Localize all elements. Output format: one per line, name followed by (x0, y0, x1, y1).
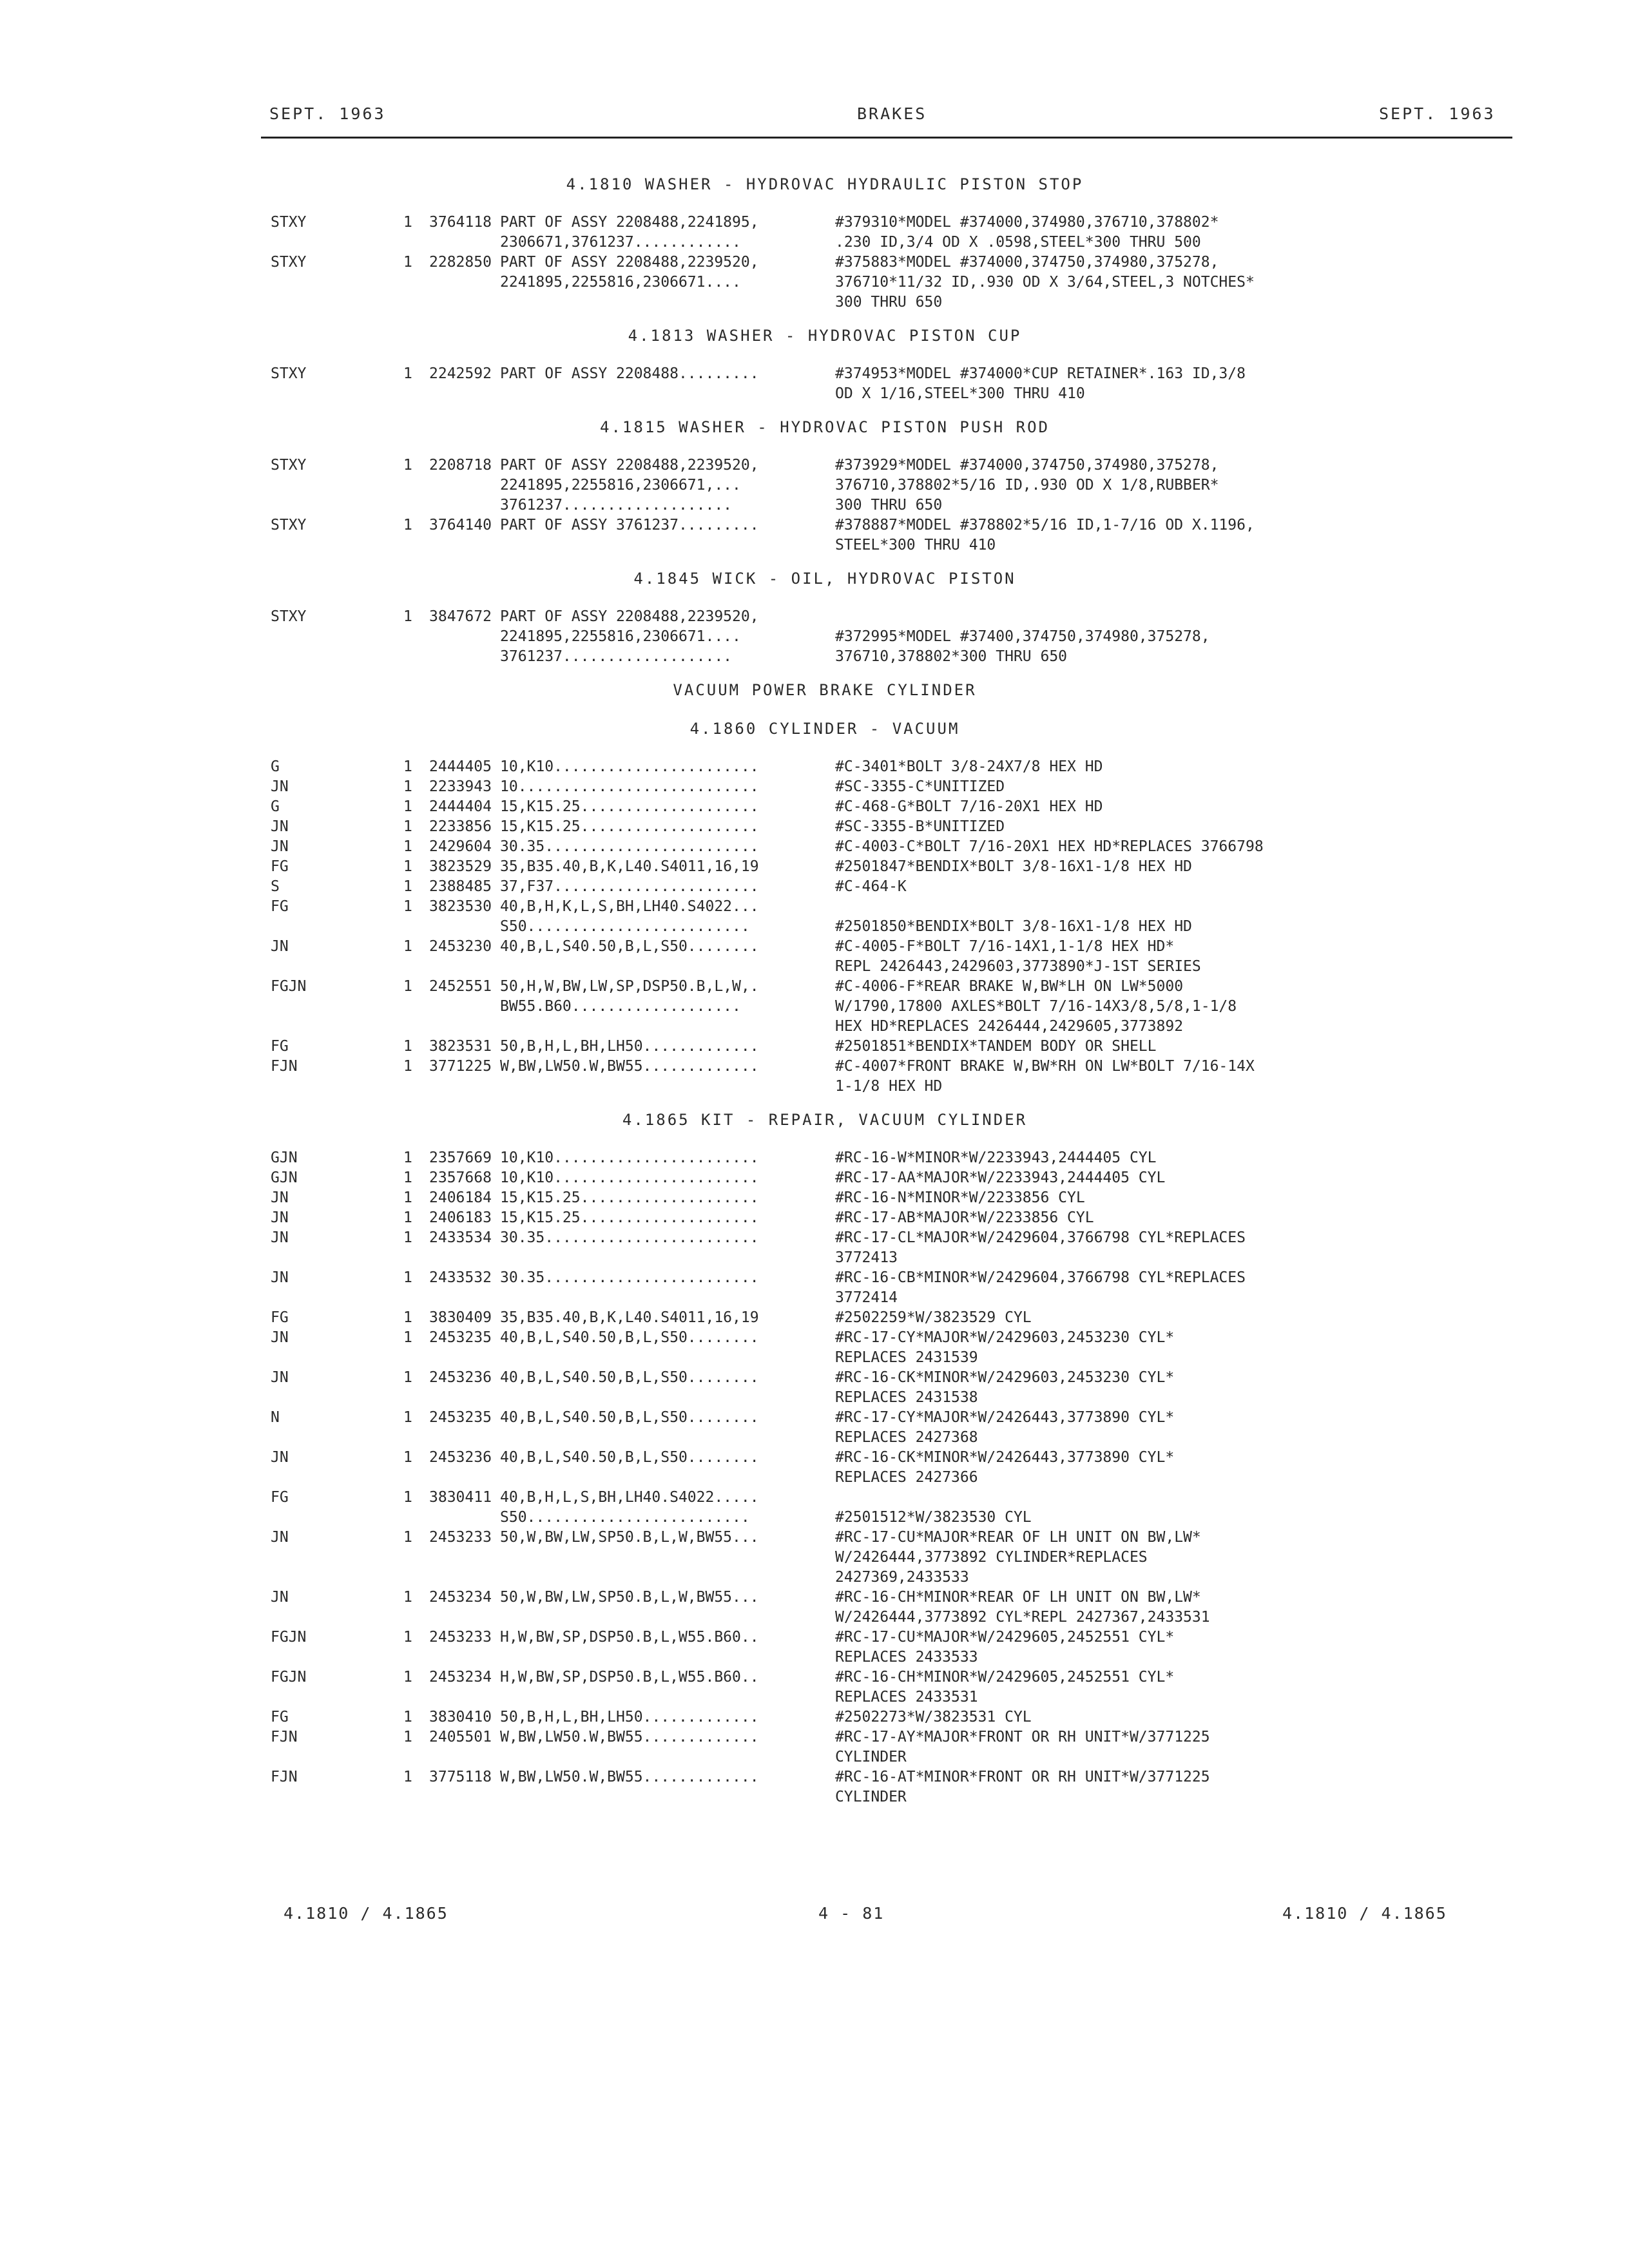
part-row (271, 364, 1379, 404)
quantity: 1 (403, 1229, 412, 1246)
part-number: 2233943 (429, 778, 492, 795)
section-title: 4.1813 WASHER - HYDROVAC PISTON CUP (628, 327, 1022, 345)
part-row (271, 797, 1379, 817)
part-number: 2453235 (429, 1409, 492, 1426)
part-row (271, 837, 1379, 857)
part-row (271, 1408, 1379, 1448)
application: 40,B,L,S40.50,B,L,S50........ (500, 938, 759, 955)
quantity: 1 (403, 254, 412, 271)
part-number: 2406183 (429, 1209, 492, 1226)
description: #374953*MODEL #374000*CUP RETAINER*.163 ID,3/8 OD X 1/16,STEEL*300 THRU 410 (835, 365, 1246, 402)
part-number: 3847672 (429, 608, 492, 625)
model-code: FJN (271, 1729, 298, 1745)
description: #379310*MODEL #374000,374980,376710,378802* .230 ID,3/4 OD X .0598,STEEL*300 THRU 500 (835, 214, 1219, 251)
model-code: S (271, 878, 280, 895)
model-code: JN (271, 1449, 289, 1466)
part-number: 2233856 (429, 818, 492, 835)
part-number: 2453236 (429, 1449, 492, 1466)
part-row (271, 777, 1379, 797)
quantity: 1 (403, 818, 412, 835)
header-rule (261, 137, 1512, 139)
description: #RC-16-CH*MINOR*W/2429605,2452551 CYL* REPLACES 2433531 (835, 1669, 1175, 1706)
part-number: 3771225 (429, 1058, 492, 1075)
part-number: 3775118 (429, 1769, 492, 1785)
application: H,W,BW,SP,DSP50.B,L,W55.B60.. (500, 1669, 759, 1686)
application: 40,B,L,S40.50,B,L,S50........ (500, 1369, 759, 1386)
description: #2501851*BENDIX*TANDEM BODY OR SHELL (835, 1038, 1157, 1055)
model-code: JN (271, 818, 289, 835)
part-row (271, 1448, 1379, 1488)
part-number: 2433532 (429, 1269, 492, 1286)
part-row (271, 1328, 1379, 1368)
application: W,BW,LW50.W,BW55............. (500, 1729, 759, 1745)
description: #RC-16-N*MINOR*W/2233856 CYL (835, 1189, 1085, 1206)
part-row (271, 1628, 1379, 1667)
application: 50,W,BW,LW,SP50.B,L,W,BW55... (500, 1589, 759, 1606)
model-code: JN (271, 1329, 289, 1346)
part-number: 2405501 (429, 1729, 492, 1745)
description: #2501512*W/3823530 CYL (835, 1509, 1032, 1526)
part-row (271, 1488, 1379, 1528)
part-number: 2242592 (429, 365, 492, 382)
quantity: 1 (403, 1629, 412, 1646)
part-row (271, 1667, 1379, 1707)
part-row (271, 1188, 1379, 1208)
section-title: 4.1865 KIT - REPAIR, VACUUM CYLINDER (622, 1111, 1028, 1129)
part-number: 3830410 (429, 1709, 492, 1725)
part-row (271, 515, 1379, 555)
model-code: JN (271, 1589, 289, 1606)
quantity: 1 (403, 1729, 412, 1745)
header-right-date: SEPT. 1963 (1379, 104, 1496, 123)
quantity: 1 (403, 878, 412, 895)
application: W,BW,LW50.W,BW55............. (500, 1058, 759, 1075)
part-number: 2388485 (429, 878, 492, 895)
model-code: G (271, 758, 280, 775)
footer-right-range: 4.1810 / 4.1865 (1282, 1904, 1447, 1923)
part-row (271, 1208, 1379, 1228)
model-code: JN (271, 838, 289, 855)
description: #2501847*BENDIX*BOLT 3/8-16X1-1/8 HEX HD (835, 858, 1192, 875)
quantity: 1 (403, 858, 412, 875)
application: 37,F37....................... (500, 878, 759, 895)
application: 10,K10....................... (500, 758, 759, 775)
quantity: 1 (403, 898, 412, 915)
quantity: 1 (403, 1529, 412, 1546)
application: 10,K10....................... (500, 1169, 759, 1186)
part-row (271, 1228, 1379, 1268)
part-row (271, 1148, 1379, 1168)
model-code: FG (271, 1309, 289, 1326)
quantity: 1 (403, 1769, 412, 1785)
application: 15,K15.25.................... (500, 818, 759, 835)
description: #RC-16-CK*MINOR*W/2429603,2453230 CYL* REPLACES 2431538 (835, 1369, 1175, 1406)
description: #2501850*BENDIX*BOLT 3/8-16X1-1/8 HEX HD (835, 918, 1192, 935)
part-number: 2208718 (429, 457, 492, 474)
description: #RC-17-AY*MAJOR*FRONT OR RH UNIT*W/3771225 CYLINDER (835, 1729, 1210, 1765)
description: #373929*MODEL #374000,374750,374980,375278, 376710,378802*5/16 ID,.930 OD X 1/8,RUBBER* 300 THRU 650 (835, 457, 1219, 514)
description: #C-4005-F*BOLT 7/16-14X1,1-1/8 HEX HD* REPL 2426443,2429603,3773890*J-1ST SERIES (835, 938, 1201, 975)
quantity: 1 (403, 1489, 412, 1506)
description: #SC-3355-C*UNITIZED (835, 778, 1005, 795)
footer-left-range: 4.1810 / 4.1865 (284, 1904, 448, 1923)
part-row (271, 607, 1379, 667)
part-number: 2357668 (429, 1169, 492, 1186)
quantity: 1 (403, 1329, 412, 1346)
application: 15,K15.25.................... (500, 1189, 759, 1206)
description: #375883*MODEL #374000,374750,374980,375278, 376710*11/32 ID,.930 OD X 3/64,STEEL,3 NOTCHES* 300 THRU 650 (835, 254, 1255, 311)
description: #RC-17-AA*MAJOR*W/2233943,2444405 CYL (835, 1169, 1166, 1186)
part-number: 2453235 (429, 1329, 492, 1346)
application: 15,K15.25.................... (500, 798, 759, 815)
part-row (271, 897, 1379, 937)
model-code: FGJN (271, 978, 307, 995)
application: 40,B,L,S40.50,B,L,S50........ (500, 1409, 759, 1426)
part-row (271, 1727, 1379, 1767)
description: #2502273*W/3823531 CYL (835, 1709, 1032, 1725)
footer-page-number: 4 - 81 (818, 1904, 885, 1923)
part-number: 2452551 (429, 978, 492, 995)
part-number: 3823530 (429, 898, 492, 915)
part-number: 2357669 (429, 1149, 492, 1166)
application: 40,B,L,S40.50,B,L,S50........ (500, 1449, 759, 1466)
part-row (271, 1588, 1379, 1628)
part-number: 3823529 (429, 858, 492, 875)
application: 35,B35.40,B,K,L40.S4011,16,19 (500, 1309, 759, 1326)
application: PART OF ASSY 2208488,2239520, 2241895,2255816,2306671.... (500, 254, 759, 291)
parts-content (271, 161, 1379, 1807)
model-code: FGJN (271, 1629, 307, 1646)
part-row (271, 456, 1379, 515)
part-number: 2429604 (429, 838, 492, 855)
description: #SC-3355-B*UNITIZED (835, 818, 1005, 835)
quantity: 1 (403, 1038, 412, 1055)
part-number: 2444405 (429, 758, 492, 775)
application: 35,B35.40,B,K,L40.S4011,16,19 (500, 858, 759, 875)
part-number: 3823531 (429, 1038, 492, 1055)
quantity: 1 (403, 1369, 412, 1386)
description: #2502259*W/3823529 CYL (835, 1309, 1032, 1326)
part-row (271, 253, 1379, 312)
description: #RC-16-CH*MINOR*REAR OF LH UNIT ON BW,LW* W/2426444,3773892 CYL*REPL 2427367,2433531 (835, 1589, 1210, 1626)
part-row (271, 817, 1379, 837)
model-code: JN (271, 1189, 289, 1206)
model-code: JN (271, 1269, 289, 1286)
model-code: STXY (271, 608, 307, 625)
application: 40,B,L,S40.50,B,L,S50........ (500, 1329, 759, 1346)
application: 30.35........................ (500, 1229, 759, 1246)
model-code: G (271, 798, 280, 815)
model-code: STXY (271, 517, 307, 533)
part-row (271, 1767, 1379, 1807)
part-number: 2453233 (429, 1529, 492, 1546)
quantity: 1 (403, 1149, 412, 1166)
part-row (271, 213, 1379, 253)
quantity: 1 (403, 1209, 412, 1226)
quantity: 1 (403, 1669, 412, 1686)
section-title: 4.1845 WICK - OIL, HYDROVAC PISTON (633, 570, 1016, 588)
part-row (271, 1707, 1379, 1727)
application: 30.35........................ (500, 1269, 759, 1286)
application: H,W,BW,SP,DSP50.B,L,W55.B60.. (500, 1629, 759, 1646)
part-number: 3830409 (429, 1309, 492, 1326)
description: #C-4003-C*BOLT 7/16-20X1 HEX HD*REPLACES 3766798 (835, 838, 1264, 855)
quantity: 1 (403, 838, 412, 855)
section-title: VACUUM POWER BRAKE CYLINDER (673, 681, 977, 699)
quantity: 1 (403, 938, 412, 955)
model-code: FG (271, 898, 289, 915)
model-code: N (271, 1409, 280, 1426)
description: #372995*MODEL #37400,374750,374980,375278, 376710,378802*300 THRU 650 (835, 628, 1210, 665)
model-code: JN (271, 1209, 289, 1226)
part-row (271, 1268, 1379, 1308)
description: #RC-16-CB*MINOR*W/2429604,3766798 CYL*REPLACES 3772414 (835, 1269, 1246, 1306)
part-number: 2444404 (429, 798, 492, 815)
quantity: 1 (403, 365, 412, 382)
model-code: GJN (271, 1169, 298, 1186)
application: 50,B,H,L,BH,LH50............. (500, 1038, 759, 1055)
quantity: 1 (403, 1309, 412, 1326)
model-code: FG (271, 858, 289, 875)
description: #RC-17-CY*MAJOR*W/2426443,3773890 CYL* REPLACES 2427368 (835, 1409, 1175, 1446)
description: #378887*MODEL #378802*5/16 ID,1-7/16 OD X.1196, STEEL*300 THRU 410 (835, 517, 1255, 553)
description: #RC-17-AB*MAJOR*W/2233856 CYL (835, 1209, 1094, 1226)
header-title: BRAKES (857, 104, 927, 123)
quantity: 1 (403, 978, 412, 995)
application: PART OF ASSY 3761237......... (500, 517, 759, 533)
description: #C-4007*FRONT BRAKE W,BW*RH ON LW*BOLT 7/16-14X 1-1/8 HEX HD (835, 1058, 1255, 1095)
description: #RC-17-CY*MAJOR*W/2429603,2453230 CYL* REPLACES 2431539 (835, 1329, 1175, 1366)
model-code: GJN (271, 1149, 298, 1166)
model-code: FG (271, 1038, 289, 1055)
model-code: JN (271, 1229, 289, 1246)
quantity: 1 (403, 1709, 412, 1725)
model-code: FGJN (271, 1669, 307, 1686)
part-row (271, 857, 1379, 877)
header-left-date: SEPT. 1963 (269, 104, 386, 123)
quantity: 1 (403, 1189, 412, 1206)
quantity: 1 (403, 1589, 412, 1606)
part-row (271, 977, 1379, 1037)
application: PART OF ASSY 2208488,2241895, 2306671,3761237............ (500, 214, 759, 251)
part-number: 2453233 (429, 1629, 492, 1646)
application: 10,K10....................... (500, 1149, 759, 1166)
application: 15,K15.25.................... (500, 1209, 759, 1226)
quantity: 1 (403, 457, 412, 474)
quantity: 1 (403, 778, 412, 795)
quantity: 1 (403, 1269, 412, 1286)
quantity: 1 (403, 758, 412, 775)
part-row (271, 1368, 1379, 1408)
application: PART OF ASSY 2208488,2239520, 2241895,2255816,2306671,... 3761237................... (500, 457, 759, 514)
description: #C-468-G*BOLT 7/16-20X1 HEX HD (835, 798, 1103, 815)
model-code: STXY (271, 365, 307, 382)
model-code: FJN (271, 1058, 298, 1075)
quantity: 1 (403, 214, 412, 231)
application: 30.35........................ (500, 838, 759, 855)
part-row (271, 1057, 1379, 1097)
part-number: 2282850 (429, 254, 492, 271)
part-number: 2453234 (429, 1589, 492, 1606)
description: #RC-16-AT*MINOR*FRONT OR RH UNIT*W/3771225 CYLINDER (835, 1769, 1210, 1805)
part-number: 3764140 (429, 517, 492, 533)
part-row (271, 937, 1379, 977)
description: #C-3401*BOLT 3/8-24X7/8 HEX HD (835, 758, 1103, 775)
description: #C-464-K (835, 878, 907, 895)
model-code: STXY (271, 457, 307, 474)
quantity: 1 (403, 798, 412, 815)
quantity: 1 (403, 1449, 412, 1466)
description: #RC-16-CK*MINOR*W/2426443,3773890 CYL* REPLACES 2427366 (835, 1449, 1175, 1486)
model-code: FG (271, 1709, 289, 1725)
part-number: 2453234 (429, 1669, 492, 1686)
quantity: 1 (403, 517, 412, 533)
application: 10........................... (500, 778, 759, 795)
description: #RC-17-CL*MAJOR*W/2429604,3766798 CYL*REPLACES 3772413 (835, 1229, 1246, 1266)
model-code: STXY (271, 254, 307, 271)
application: 40,B,H,L,S,BH,LH40.S4022..... S50......................... (500, 1489, 759, 1526)
part-number: 3764118 (429, 214, 492, 231)
quantity: 1 (403, 608, 412, 625)
application: 50,W,BW,LW,SP50.B,L,W,BW55... (500, 1529, 759, 1546)
part-number: 2406184 (429, 1189, 492, 1206)
section-title: 4.1860 CYLINDER - VACUUM (689, 720, 960, 738)
part-row (271, 1528, 1379, 1588)
description: #C-4006-F*REAR BRAKE W,BW*LH ON LW*5000 W/1790,17800 AXLES*BOLT 7/16-14X3/8,5/8,1-1/8 HEX HD*REPLACES 2426444,2429605,3773892 (835, 978, 1237, 1035)
part-row (271, 1308, 1379, 1328)
application: 50,H,W,BW,LW,SP,DSP50.B,L,W,. BW55.B60................... (500, 978, 759, 1015)
application: 50,B,H,L,BH,LH50............. (500, 1709, 759, 1725)
model-code: FG (271, 1489, 289, 1506)
part-row (271, 757, 1379, 777)
part-row (271, 1168, 1379, 1188)
model-code: FJN (271, 1769, 298, 1785)
part-row (271, 877, 1379, 897)
application: PART OF ASSY 2208488......... (500, 365, 759, 382)
description: #RC-17-CU*MAJOR*W/2429605,2452551 CYL* REPLACES 2433533 (835, 1629, 1175, 1666)
description: #RC-16-W*MINOR*W/2233943,2444405 CYL (835, 1149, 1157, 1166)
description: #RC-17-CU*MAJOR*REAR OF LH UNIT ON BW,LW* W/2426444,3773892 CYLINDER*REPLACES 2427369,2433533 (835, 1529, 1201, 1586)
model-code: STXY (271, 214, 307, 231)
part-number: 3830411 (429, 1489, 492, 1506)
part-row (271, 1037, 1379, 1057)
quantity: 1 (403, 1409, 412, 1426)
application: 40,B,H,K,L,S,BH,LH40.S4022... S50......................... (500, 898, 759, 935)
part-number: 2433534 (429, 1229, 492, 1246)
model-code: JN (271, 1369, 289, 1386)
application: W,BW,LW50.W,BW55............. (500, 1769, 759, 1785)
quantity: 1 (403, 1169, 412, 1186)
model-code: JN (271, 778, 289, 795)
quantity: 1 (403, 1058, 412, 1075)
part-number: 2453236 (429, 1369, 492, 1386)
section-title: 4.1810 WASHER - HYDROVAC HYDRAULIC PISTON STOP (566, 175, 1084, 193)
model-code: JN (271, 1529, 289, 1546)
section-title: 4.1815 WASHER - HYDROVAC PISTON PUSH ROD (600, 418, 1050, 436)
part-number: 2453230 (429, 938, 492, 955)
application: PART OF ASSY 2208488,2239520, 2241895,2255816,2306671.... 3761237................... (500, 608, 759, 665)
model-code: JN (271, 938, 289, 955)
